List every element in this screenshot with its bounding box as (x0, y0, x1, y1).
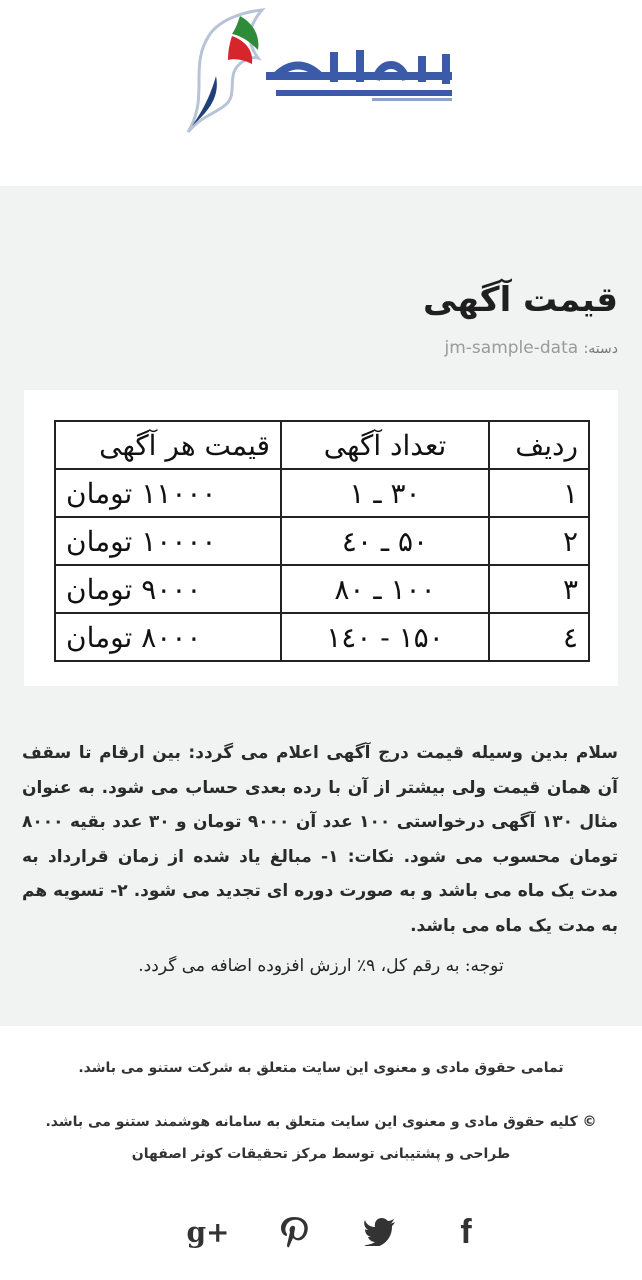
price-table (54, 420, 590, 662)
cell-ad-count: ۱۵۰ - ۱٤۰ (281, 613, 489, 661)
cell-row-number: ۳ (489, 565, 589, 613)
cell-ad-price: ۱۱۰۰۰ تومان (55, 469, 281, 517)
copyright-line-2: © کلیه حقوق مادی و معنوی این سایت متعلق به سامانه هوشمند ستنو می باشد. طراحی و پشتیبانی توسط مرکز تحقیقات کوثر اصفهان (45, 1114, 597, 1162)
cell-ad-price: ۱۰۰۰۰ تومان (55, 517, 281, 565)
twitter-icon[interactable] (358, 1210, 402, 1254)
table-row (55, 469, 589, 517)
facebook-icon[interactable]: f (460, 1212, 472, 1251)
site-header (0, 0, 642, 186)
site-logo[interactable] (180, 6, 460, 138)
header-row-number: ردیف (489, 421, 589, 469)
cell-ad-count: ۵۰ ـ ٤۰ (281, 517, 489, 565)
table-row (55, 517, 589, 565)
social-links (0, 1210, 642, 1254)
cell-row-number: ۱ (489, 469, 589, 517)
table-header-row (55, 421, 589, 469)
pinterest-icon[interactable] (272, 1210, 316, 1254)
article-body: سلام بدین وسیله قیمت درج آگهی اعلام می گردد: بین ارقام تا سقف آن همان قیمت ولی بیشتر از آن با رده بعدی حساب می شود. به عنوان مثال ۱۳۰ آگهی درخواستی ۱۰۰ عدد آن ۹۰۰۰ تومان و ۳۰ عدد بقیه ۸۰۰۰ تومان محسوب می شود. نکات: ۱- مبالغ یاد شده از زمان قرارداد به مدت یک ماه می باشد و به صورت دوره ای تجدید می شود. ۲- تسویه هم به مدت یک ماه می باشد. (22, 743, 618, 936)
price-table-image (24, 390, 618, 686)
copyright-line-1: تمامی حقوق مادی و معنوی این سایت متعلق به شرکت ستنو می باشد. (78, 1060, 564, 1076)
page-title: قیمت آگهی (422, 280, 618, 320)
vat-note: توجه: به رقم کل، ۹٪ ارزش افزوده اضافه می گردد. (138, 956, 504, 976)
cell-ad-count: ۳۰ ـ ۱ (281, 469, 489, 517)
category-link[interactable]: jm-sample-data (444, 338, 579, 358)
article-category (445, 338, 618, 358)
header-ad-count: تعداد آگهی (281, 421, 489, 469)
table-row (55, 565, 589, 613)
google-plus-icon[interactable]: g+ (186, 1215, 230, 1249)
category-label: دسته: (583, 341, 618, 357)
cell-ad-count: ۱۰۰ ـ ۸۰ (281, 565, 489, 613)
cell-row-number: ٤ (489, 613, 589, 661)
main-content (0, 186, 642, 1026)
header-ad-price: قیمت هر آگهی (55, 421, 281, 469)
cell-row-number: ۲ (489, 517, 589, 565)
cell-ad-price: ۹۰۰۰ تومان (55, 565, 281, 613)
table-row (55, 613, 589, 661)
site-footer (0, 1026, 642, 1280)
cell-ad-price: ۸۰۰۰ تومان (55, 613, 281, 661)
